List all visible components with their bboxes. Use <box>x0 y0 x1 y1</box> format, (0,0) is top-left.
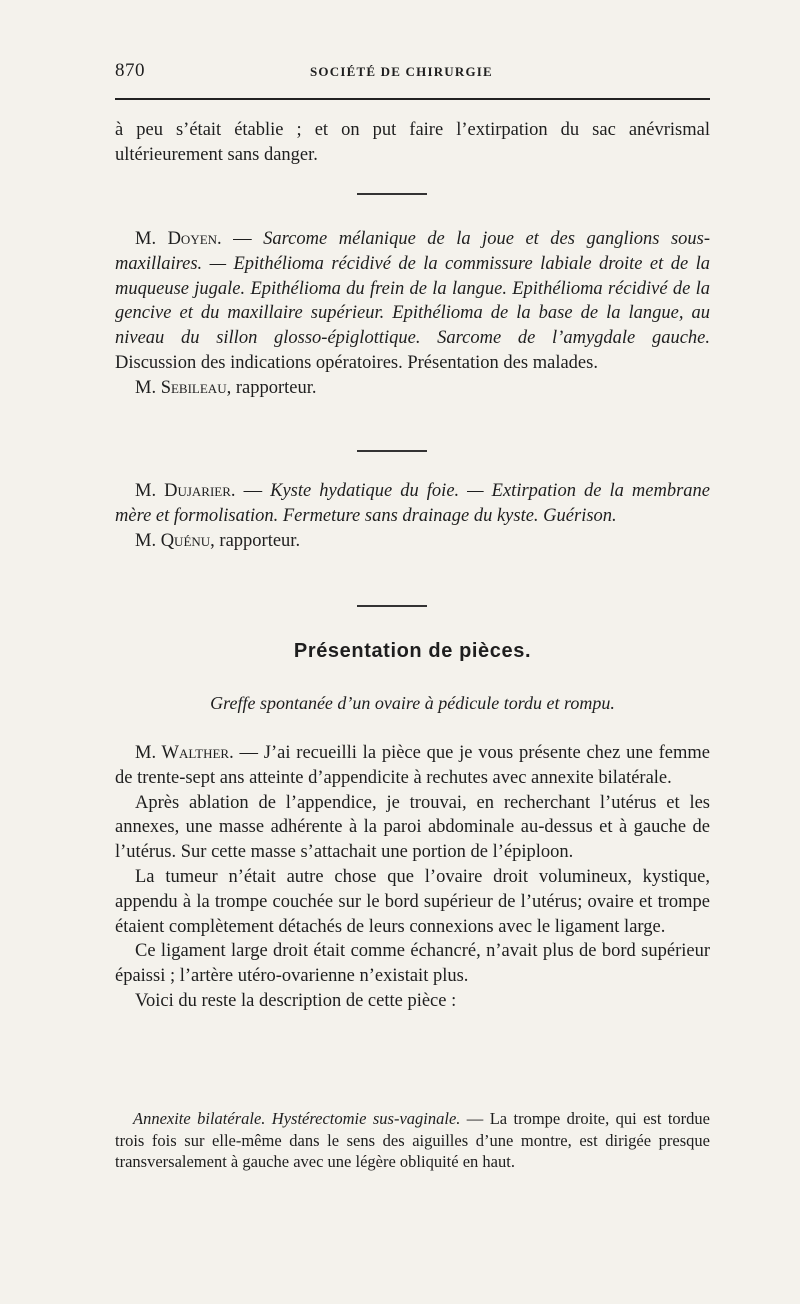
body-paragraph-1 <box>115 741 710 791</box>
intro-paragraph <box>115 118 710 168</box>
note-text: — La trompe droite, qui est tordue trois fois sur elle-même dans le sens des aiguilles d’une montre, est dirigée presque transversalement à gauche avec une légère obliquité en haut. <box>115 1109 710 1171</box>
body-paragraph-2: Après ablation de l’appendice, je trouvai, en recherchant l’utérus et les annexes, une masse adhérente à la paroi abdominale au-dessus et à gauche de l’utérus. Sur cette masse s’attachait une portion de l’épiploon. <box>115 792 710 863</box>
body-p1-text: — J’ai recueilli la pièce que je vous présente chez une femme de trente-sept ans atteinte d’appendicite à rechutes avec annexite bilatérale. <box>115 743 711 788</box>
entry-dujarier-title: Kyste hydatique du foie. — Extirpation de la membrane mère et formolisation. Fermeture sans drainage du kyste. Guérison. <box>115 481 710 526</box>
entry-doyen-reporter <box>115 376 710 401</box>
separator-1 <box>357 193 427 195</box>
entry-dujarier-reporter <box>115 529 710 554</box>
intro-text: à peu s’était établie ; et on put faire l’extirpation du sac anévrismal ultérieurement sans danger. <box>115 120 710 165</box>
specimen-note <box>115 1108 710 1173</box>
entry-dujarier <box>115 479 710 553</box>
entry-doyen-rest: Discussion des indications opératoires. Présentation des malades. <box>115 352 598 373</box>
note-paragraph <box>115 1108 710 1173</box>
entry-dujarier-dash: — <box>235 481 271 501</box>
entry-dujarier-paragraph <box>115 479 710 529</box>
entry-doyen <box>115 227 710 401</box>
entry-dujarier-author: M. Dujarier. <box>135 481 236 501</box>
header-rule <box>115 98 710 100</box>
entry-doyen-title: Sarcome mélanique de la joue et des ganglions sous-maxillaires. — Epithélioma récidivé de la commissure labiale droite et de la muqueuse jugale. Epithélioma du frein de la langue. Epithélioma récidivé de la gencive et du maxillaire supérieur. Epithélioma de la base de la langue, au niveau du sillon glosso-épiglottique. Sarcome de l’amygdale gauche. <box>115 229 710 349</box>
separator-2 <box>357 450 427 452</box>
entry-doyen-author: M. Doyen. <box>135 229 222 249</box>
entry-dujarier-reporter-role: rapporteur. <box>214 530 301 551</box>
note-lead: Annexite bilatérale. Hystérectomie sus-vaginale. <box>133 1109 461 1128</box>
separator-3 <box>357 605 427 607</box>
entry-dujarier-reporter-name: M. Quénu, <box>135 530 215 551</box>
body-text <box>115 741 710 1014</box>
entry-doyen-reporter-role: rapporteur. <box>231 377 317 398</box>
section-title: Présentation de pièces. <box>293 640 532 662</box>
entry-doyen-paragraph <box>115 227 710 376</box>
section-subtitle: Greffe spontanée d’un ovaire à pédicule tordu et rompu. <box>210 693 615 713</box>
body-paragraph-4: Ce ligament large droit était comme échancré, n’avait plus de bord supérieur épaissi ; l’artère utéro-ovarienne n’existait plus. <box>115 941 710 987</box>
entry-doyen-reporter-name: M. Sebileau, <box>135 377 232 398</box>
body-paragraph-3: La tumeur n’était autre chose que l’ovaire droit volumineux, kystique, appendu à la trompe couchée sur le bord supérieur de l’utérus; ovaire et trompe étaient complètement détachés de leurs connexions avec le ligament large. <box>115 866 710 937</box>
page-header <box>115 60 710 90</box>
body-paragraph-5: Voici du reste la description de cette pièce : <box>135 990 457 1011</box>
page-number: 870 <box>115 60 145 81</box>
body-author: M. Walther. <box>135 743 234 763</box>
entry-doyen-dash: — <box>221 229 264 249</box>
running-head: SOCIÉTÉ DE CHIRURGIE <box>310 64 493 79</box>
